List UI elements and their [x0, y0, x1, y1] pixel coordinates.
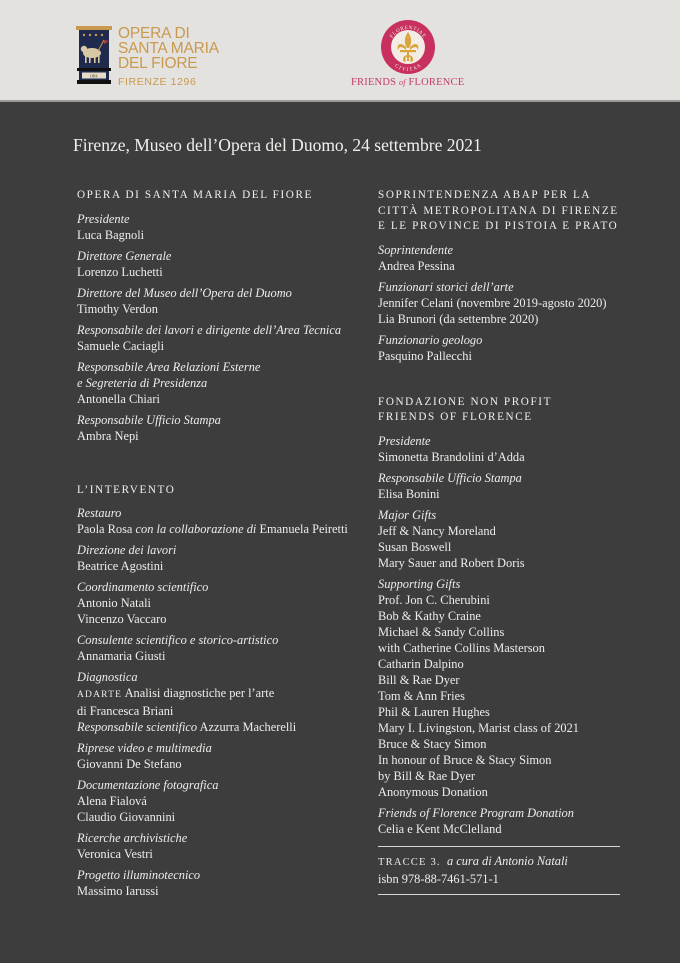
credit-entry: [77, 579, 367, 627]
section-heading-soprintendenza: [378, 188, 673, 235]
credit-entry: [77, 322, 367, 354]
credit-role: Consulente scientifico e storico-artistico: [77, 633, 279, 647]
credit-name: Massimo Iarussi: [77, 884, 159, 898]
credit-entry: [77, 248, 367, 280]
credit-role: Responsabile Area Relazioni Esterne: [77, 359, 261, 374]
credit-name: Mary I. Livingston, Marist class of 2021: [378, 720, 579, 735]
credit-entry: [77, 830, 367, 862]
opera-logo-text: [118, 26, 219, 88]
header-band: [0, 0, 680, 102]
opera-lamb-logo-icon: [76, 26, 112, 86]
divider-top: [378, 846, 620, 847]
credit-role: Major Gifts: [378, 507, 437, 522]
heading-line: FONDAZIONE NON PROFIT: [378, 395, 553, 408]
credit-name: by Bill & Rae Dyer: [378, 768, 476, 783]
credit-name: Celia e Kent McClelland: [378, 821, 502, 836]
credit-entry: [77, 211, 367, 243]
curator-credit: a cura di Antonio Natali: [446, 853, 568, 868]
credit-name: Prof. Jon C. Cherubini: [378, 592, 490, 607]
credit-entry: [77, 412, 367, 444]
credit-name: Alena Fialová: [77, 794, 147, 808]
credit-name: [77, 685, 367, 703]
heading-line: E LE PROVINCE DI PISTOIA E PRATO: [378, 220, 619, 232]
credit-role: Restauro: [77, 506, 122, 520]
heading-line: CITTÀ METROPOLITANA DI FIRENZE: [378, 204, 619, 217]
credit-name: Lorenzo Luchetti: [77, 264, 163, 279]
credit-name: Susan Boswell: [378, 539, 452, 554]
sub-name: Azzurra Macherelli: [199, 720, 297, 734]
credit-entry: [378, 242, 673, 274]
divider-bottom: [378, 894, 620, 895]
credit-name: Mary Sauer and Robert Doris: [378, 555, 525, 570]
section-heading-opera: OPERA DI SANTA MARIA DEL FIORE: [77, 189, 313, 201]
colophon: [378, 853, 673, 887]
isbn: isbn 978-88-7461-571-1: [378, 871, 499, 886]
collaborator-name: Emanuela Peiretti: [259, 522, 348, 536]
credit-role: Responsabile dei lavori e dirigente dell’Area Tecnica: [77, 322, 342, 337]
friends-of-florence-wordmark: [351, 77, 464, 88]
credit-entry: [378, 332, 673, 364]
company-desc: Analisi diagnostiche per l’arte: [124, 686, 275, 700]
credit-name: Andrea Pessina: [378, 258, 455, 273]
credit-entry: [77, 740, 367, 772]
credit-name: Luca Bagnoli: [77, 227, 145, 242]
company-name: ADARTE: [77, 690, 123, 700]
opera-logo-line: OPERA DI: [118, 25, 190, 42]
opera-logo-line: DEL FIORE: [118, 55, 198, 72]
credit-name: Tom & Ann Fries: [378, 688, 465, 703]
credit-entry: [77, 542, 367, 574]
credit-entry: [77, 777, 367, 825]
florence-lily-seal-icon: [380, 19, 436, 75]
heading-line: SOPRINTENDENZA ABAP PER LA: [378, 189, 592, 201]
opera-logo-subline: FIRENZE 1296: [118, 76, 197, 88]
credit-name: Giovanni De Stefano: [77, 757, 182, 771]
credit-name: Phil & Lauren Hughes: [378, 704, 490, 719]
credit-entry: [378, 805, 673, 837]
credit-role: Responsabile Ufficio Stampa: [77, 412, 221, 427]
credit-name: Vincenzo Vaccaro: [77, 612, 167, 626]
fof-name-b: FLORENCE: [408, 77, 465, 88]
credit-name: [77, 719, 367, 735]
credit-role: Coordinamento scientifico: [77, 580, 209, 594]
credit-role-cont: e Segreteria di Presidenza: [77, 375, 208, 390]
svg-text:CIVITAS: CIVITAS: [393, 62, 423, 74]
sub-role: Responsabile scientifico: [77, 720, 198, 734]
credit-role: Documentazione fotografica: [77, 778, 219, 792]
credit-name: Timothy Verdon: [77, 301, 158, 316]
credit-entry: [77, 285, 367, 317]
opa-badge-text: OPA: [90, 73, 98, 79]
credit-role: Progetto illuminotecnico: [77, 868, 201, 882]
credit-name: Anonymous Donation: [378, 784, 488, 799]
credit-name: di Francesca Briani: [77, 704, 174, 718]
collaboration-label: con la collaborazione di: [135, 522, 257, 536]
credit-role: Friends of Florence Program Donation: [378, 805, 574, 820]
credit-name: Elisa Bonini: [378, 486, 440, 501]
restorer-name: Paola Rosa: [77, 522, 133, 536]
credit-name: Claudio Giovannini: [77, 810, 176, 824]
credit-name: Lia Brunori (da settembre 2020): [378, 311, 539, 326]
credit-entry: [77, 867, 367, 899]
series-line: [378, 853, 673, 871]
credit-role: Funzionario geologo: [378, 332, 483, 347]
credit-role: Presidente: [77, 211, 130, 226]
heading-line: FRIENDS OF FLORENCE: [378, 411, 533, 423]
credit-name: Bruce & Stacy Simon: [378, 736, 487, 751]
section-heading-intervento: L’INTERVENTO: [77, 483, 176, 496]
right-column: [378, 188, 673, 895]
opera-logo-line: SANTA MARIA: [118, 40, 219, 57]
credit-name: Antonio Natali: [77, 596, 151, 610]
credit-role: Direttore Generale: [77, 248, 172, 263]
credit-name: Jeff & Nancy Moreland: [378, 523, 496, 538]
credit-entry: [378, 470, 673, 502]
credit-role: Soprintendente: [378, 242, 454, 257]
credit-role: Diagnostica: [77, 670, 138, 684]
credit-name: Bob & Kathy Craine: [378, 608, 481, 623]
fof-name-a: FRIENDS: [351, 77, 397, 88]
credit-entry: [378, 279, 673, 327]
credit-name: Simonetta Brandolini d’Adda: [378, 449, 525, 464]
credit-role: Riprese video e multimedia: [77, 741, 212, 755]
credit-role: Responsabile Ufficio Stampa: [378, 470, 522, 485]
credit-entry: [77, 632, 367, 664]
credit-role: Presidente: [378, 433, 431, 448]
credit-entry: [77, 505, 367, 537]
credit-role: Supporting Gifts: [378, 576, 461, 591]
credit-name: Veronica Vestri: [77, 847, 153, 861]
page-title: Firenze, Museo dell’Opera del Duomo, 24 settembre 2021: [73, 135, 482, 155]
credit-name: Samuele Caciagli: [77, 338, 165, 353]
credit-entry: [77, 359, 367, 407]
credit-name: Annamaria Giusti: [77, 649, 166, 663]
left-column: [77, 188, 367, 899]
credit-name: Bill & Rae Dyer: [378, 672, 460, 687]
credit-entry: [378, 507, 673, 571]
credit-role: Ricerche archivistiche: [77, 831, 188, 845]
credit-role: Direttore del Museo dell’Opera del Duomo: [77, 285, 292, 300]
credit-name: with Catherine Collins Masterson: [378, 640, 545, 655]
credit-name: Pasquino Pallecchi: [378, 348, 472, 363]
credit-name: Catharin Dalpino: [378, 656, 464, 671]
svg-text:FLORENTIAE: FLORENTIAE: [388, 24, 428, 40]
credit-entry: [378, 433, 673, 465]
credit-name: Michael & Sandy Collins: [378, 624, 505, 639]
credit-name: [77, 521, 367, 537]
credit-name: Antonella Chiari: [77, 391, 160, 406]
section-heading-fondazione: [378, 395, 673, 426]
series-title: TRACCE 3.: [378, 856, 441, 868]
credit-name: In honour of Bruce & Stacy Simon: [378, 752, 552, 767]
credit-role: Funzionari storici dell’arte: [378, 279, 514, 294]
credit-entry: [77, 669, 367, 735]
credit-name: Beatrice Agostini: [77, 559, 164, 573]
credit-name: Ambra Nepi: [77, 428, 139, 443]
credit-role: Direzione dei lavori: [77, 543, 177, 557]
fof-name-of: of: [399, 78, 406, 87]
credit-entry: [378, 576, 673, 800]
credit-name: Jennifer Celani (novembre 2019-agosto 2020): [378, 295, 607, 310]
